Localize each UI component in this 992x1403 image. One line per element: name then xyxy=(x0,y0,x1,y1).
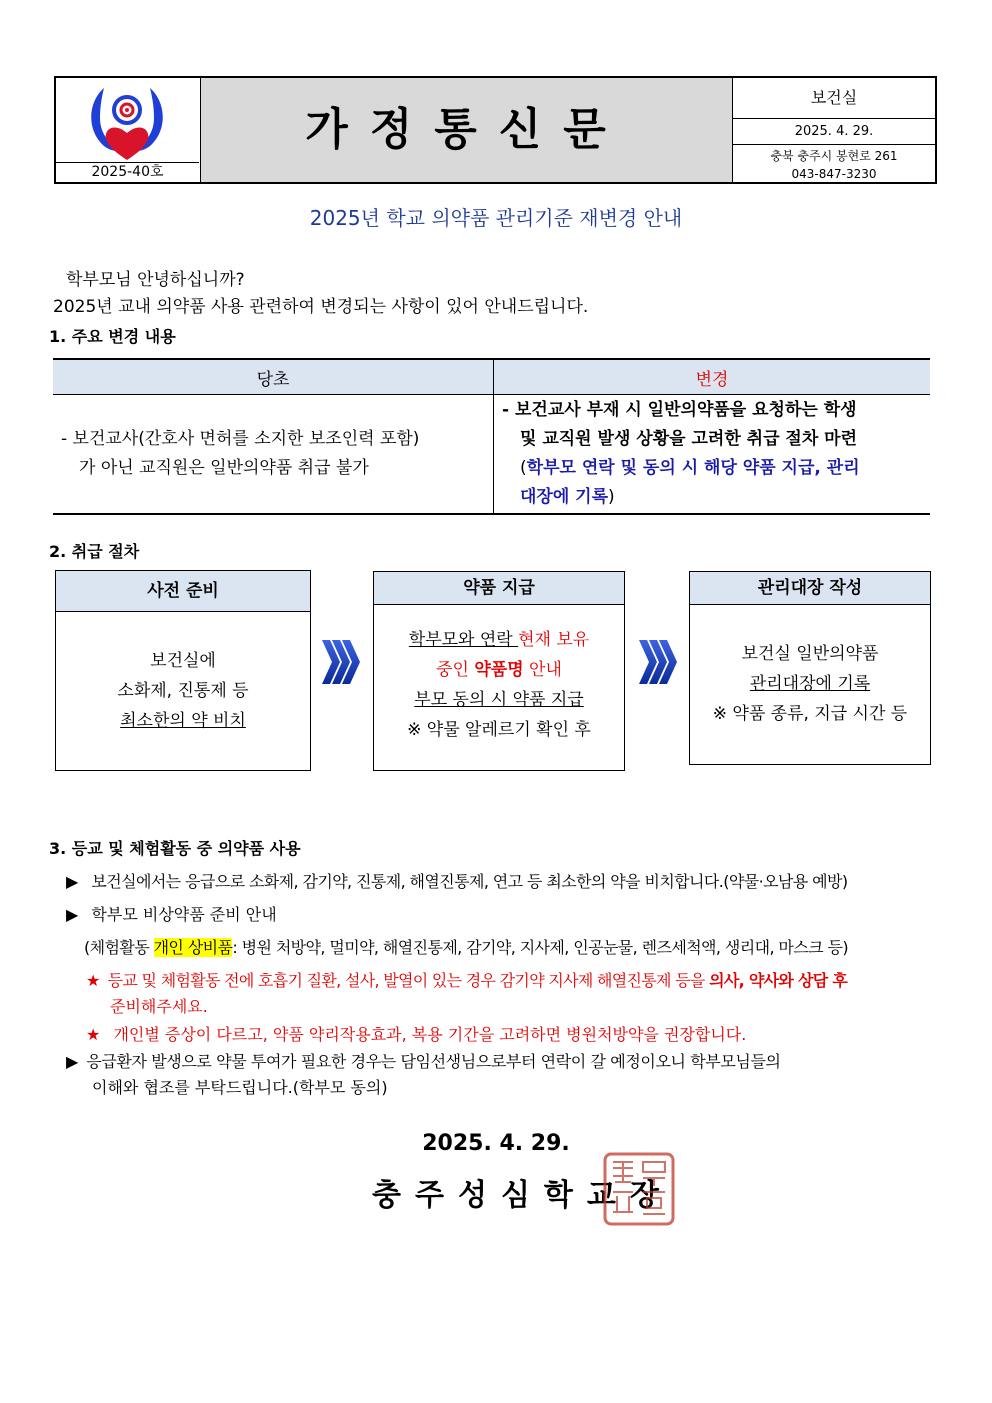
after-line4-wrap xyxy=(502,483,922,512)
s3-supplies-b: : 병원 처방약, 멀미약, 해열진통제, 감기약, 지사제, 인공눈물, 렌즈세척액, 생리대, 마스크 등) xyxy=(232,938,848,957)
before-line1: - 보건교사(간호사 면허를 소지한 보조인력 포함) xyxy=(61,429,420,449)
s3-bullet2 xyxy=(66,902,277,925)
after-line4: 대장에 기록 xyxy=(520,487,609,507)
signature-school: 충주성심학교장 xyxy=(372,1178,673,1213)
s3-supplies-highlight: 개인 상비품 xyxy=(153,938,233,957)
box-dispense-line2b: 약품명 xyxy=(474,660,524,680)
school-logo-icon xyxy=(82,80,172,164)
address: 충북 충주시 봉현로 261 xyxy=(770,149,898,163)
issue-date: 2025. 4. 29. xyxy=(733,120,935,145)
after-line3: 학부모 연락 및 동의 시 해당 약품 지급, 관리 xyxy=(526,458,860,478)
issue-number: 2025-40호 xyxy=(56,162,199,182)
star-icon: ★ xyxy=(86,1025,101,1044)
box-dispense-line1b: 현재 보유 xyxy=(518,630,590,650)
box-prepare-line3: 최소한의 약 비치 xyxy=(120,711,246,731)
before-line2: 가 아닌 교직원은 일반의약품 취급 불가 xyxy=(79,458,369,478)
box-dispense-line2a: 중인 xyxy=(436,660,475,680)
box-dispense-line2c: 안내 xyxy=(523,660,562,680)
s3-bullet3-line1: 응급환자 발생으로 약물 투여가 필요한 경우는 담임선생님으로부터 연락이 갈 예정이오니 학부모님들의 xyxy=(86,1052,781,1071)
change-table xyxy=(53,358,930,515)
box-record-line2: 관리대장에 기록 xyxy=(749,674,871,694)
before-cell xyxy=(53,395,494,515)
box-dispense-line4: ※ 약물 알레르기 확인 후 xyxy=(407,720,591,740)
s3-star2 xyxy=(86,1022,746,1045)
s3-star1-a: 등교 및 체험활동 전에 호흡기 질환, 설사, 발열이 있는 경우 감기약 지사제 해열진통제 등을 xyxy=(107,971,710,990)
newsletter-header xyxy=(54,76,937,184)
chevron-right-icon xyxy=(637,636,677,688)
box-prepare-line2: 소화제, 진통제 등 xyxy=(117,681,249,701)
after-cell xyxy=(494,395,931,515)
intro-line: 2025년 교내 의약품 사용 관련하여 변경되는 사항이 있어 안내드립니다. xyxy=(53,297,589,317)
box-prepare-line1: 보건실에 xyxy=(150,651,216,671)
bullet-arrow-icon: ▶ xyxy=(66,1052,79,1071)
greeting: 학부모님 안녕하십니까? xyxy=(66,270,245,290)
col-before-header: 당초 xyxy=(53,359,494,395)
s3-bullet1 xyxy=(66,869,847,892)
box-dispense-line3: 부모 동의 시 약품 지급 xyxy=(414,690,584,710)
box-prepare-head: 사전 준비 xyxy=(56,571,310,612)
newsletter-title: 가정통신문 xyxy=(201,78,733,182)
s3-bullet1-text: 보건실에서는 응급으로 소화제, 감기약, 진통제, 해열진통제, 연고 등 최소한의 약을 비치합니다.(약물·오남용 예방) xyxy=(91,872,848,891)
chevron-right-icon xyxy=(320,636,360,688)
star-icon: ★ xyxy=(86,971,100,990)
box-record-body xyxy=(690,605,930,729)
box-record-line1: 보건실 일반의약품 xyxy=(741,644,879,664)
contact-info xyxy=(733,145,935,183)
s3-supplies-line xyxy=(84,935,848,958)
col-after-header: 변경 xyxy=(494,359,931,395)
paren-open: ( xyxy=(520,458,527,478)
box-dispense-body xyxy=(374,605,624,745)
after-line3-wrap xyxy=(502,454,922,483)
signature-date: 2025. 4. 29. xyxy=(422,1131,570,1156)
section1-title: 1. 주요 변경 내용 xyxy=(49,327,176,346)
logo-cell xyxy=(56,78,201,182)
bullet-arrow-icon: ▶ xyxy=(66,872,79,891)
bullet-arrow-icon: ▶ xyxy=(66,905,79,924)
procedure-box-prepare xyxy=(55,570,311,771)
s3-supplies-a: (체험활동 xyxy=(84,938,154,957)
box-dispense-line1a: 학부모와 연락 xyxy=(408,630,519,650)
box-dispense-head: 약품 지급 xyxy=(374,572,624,605)
section3-title: 3. 등교 및 체험활동 중 의약품 사용 xyxy=(49,839,301,858)
s3-star2-text: 개인별 증상이 다르고, 약품 약리작용효과, 복용 기간을 고려하면 병원처방약을 권장합니다. xyxy=(113,1025,747,1044)
box-record-head: 관리대장 작성 xyxy=(690,572,930,605)
s3-star1-c: 준비해주세요. xyxy=(110,997,208,1016)
department: 보건실 xyxy=(733,78,935,119)
box-prepare-body xyxy=(56,612,310,736)
section2-title: 2. 취급 절차 xyxy=(49,542,140,561)
paren-close: ) xyxy=(608,487,615,507)
phone: 043-847-3230 xyxy=(791,167,877,181)
procedure-box-dispense xyxy=(373,571,625,771)
after-line2: 및 교직원 발생 상황을 고려한 취급 절차 마련 xyxy=(520,429,858,449)
after-line1: - 보건교사 부재 시 일반의약품을 요청하는 학생 xyxy=(502,400,857,420)
s3-bullet3-line2: 이해와 협조를 부탁드립니다.(학부모 동의) xyxy=(92,1078,388,1097)
s3-bullet3 xyxy=(66,1049,781,1101)
s3-star1 xyxy=(86,968,946,1020)
s3-star1-b: 의사, 약사와 상담 후 xyxy=(709,971,848,990)
s3-bullet2-text: 학부모 비상약품 준비 안내 xyxy=(91,905,277,924)
school-seal-icon xyxy=(603,1152,675,1226)
info-cell xyxy=(733,78,935,182)
box-record-line3: ※ 약품 종류, 지급 시간 등 xyxy=(712,704,908,724)
procedure-box-record xyxy=(689,571,931,765)
document-title: 2025년 학교 의약품 관리기준 재변경 안내 xyxy=(309,206,683,230)
